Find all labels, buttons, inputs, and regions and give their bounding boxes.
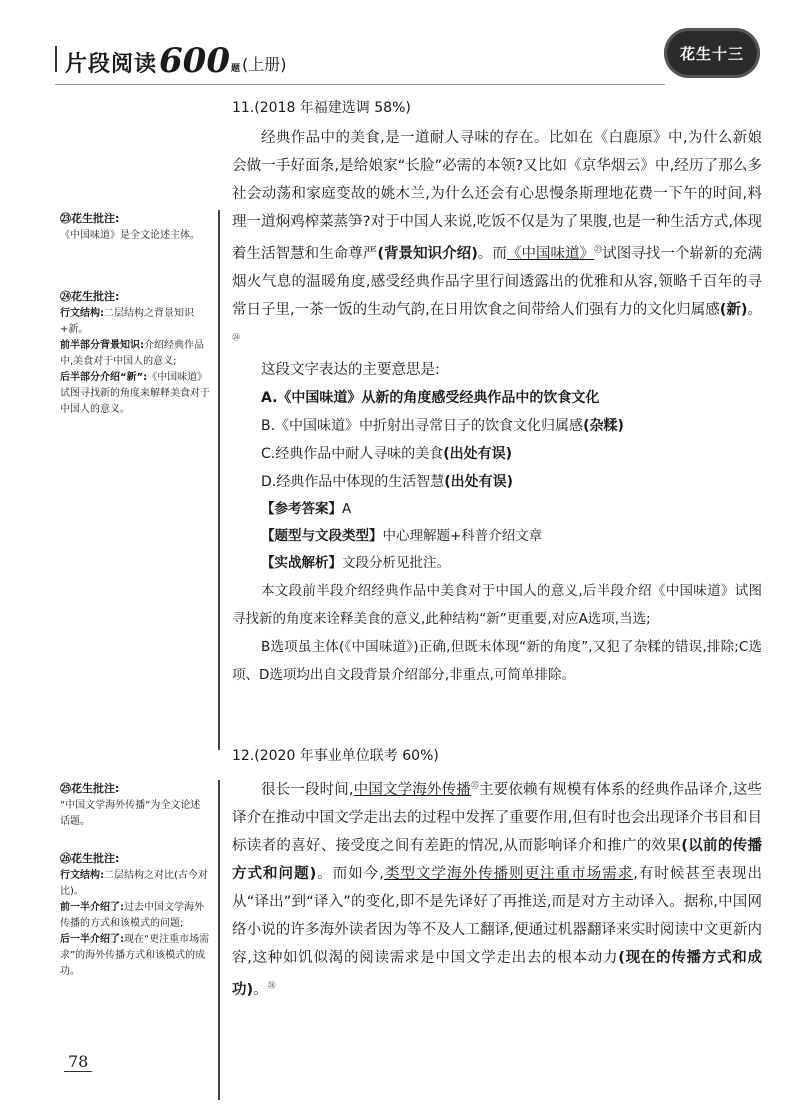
note-heading [60,780,210,798]
question-12 [232,746,762,1004]
margin-note-23 [60,210,210,244]
passage-text: 。 [253,981,268,998]
passage-text: 经典作品中的美食,是一道耐人寻味的存在。比如在《白鹿原》中,为什么新娘会做一手好面条,是给娘家“长脸”必需的本领?又比如《京华烟云》中,经历了那么多社会动荡和家庭变故的姚木兰,为什么还会有心思慢条斯理地花费一下午的时间,料理一道焖鸡榨菜蒸笋?对于中国人来说,吃饭不仅是为了果腹,也是一种生活方式,体现着生活智慧和生命尊严 [232,130,762,262]
option-text: C.经典作品中耐人寻味的美食 [261,445,444,462]
note-number: ㉖ [60,852,71,865]
passage-underline: 中国文学海外传播 [353,781,471,798]
question-11 [232,98,762,689]
passage-text: ,有时候甚至表现出从“译出”到“译入”的变化,即不是先译好了再推送,而是对方主动译入。据称,中国网络小说的许多海外读者因为等不及人工翻译,便通过机器翻译来实时阅读中文更新内容,这种如饥似渴的阅读需求是中国文学走出去的根本动力 [232,865,762,966]
note-text: 过去中国文学海外传播的方式和该模式的问题; [60,902,204,929]
passage-tag: (新) [719,301,748,318]
note-label: 行文结构: [60,870,104,881]
note-line [60,370,210,418]
option-b [232,412,762,440]
note-number: ㉓ [60,212,71,225]
note-label: 行文结构: [60,308,104,319]
option-tag: (出处有误) [444,473,514,490]
note-text: “中国文学海外传播”为全文论述话题。 [60,800,201,827]
running-header [55,38,287,81]
note-label: 前半部分背景知识: [60,340,144,351]
passage-text: 。 [747,301,763,318]
note-line [60,338,210,370]
margin-note-26 [60,850,210,980]
note-number: ㉔ [60,290,71,303]
analysis-paragraph: 本文段前半段介绍经典作品中美食对于中国人的意义,后半段介绍《中国味道》试图寻找新的角度来诠释美食的意义,此种结构“新”更重要,对应A选项,当选; [232,582,762,627]
passage-text: 很长一段时间, [261,781,354,798]
footnote-marker: ㉕ [470,781,480,790]
book-title: 片段阅读 [65,51,158,77]
option-tag: (出处有误) [443,445,513,462]
question-heading: 12.(2020 年事业单位联考 60%) [232,748,439,764]
note-text: 二层结构之对比(古今对比)。 [60,870,208,897]
note-label: 前一半介绍了: [60,902,124,913]
type-value: 中心理解题+科普介绍文章 [382,527,543,544]
passage-tag: (以前的传播方式和问题) [232,837,762,882]
answer-label: 【参考答案】 [261,500,342,517]
option-text: D.经典作品中体现的生活智慧 [261,473,445,490]
passage-tag: (现在的传播方式和成功) [232,949,762,998]
option-text: B.《中国味道》中折射出寻常日子的饮食文化归属感 [261,417,584,434]
note-heading [60,288,210,306]
note-heading [60,850,210,868]
analysis-value: 文段分析见批注。 [342,554,450,571]
note-number: ㉕ [60,782,71,795]
question-heading: 11.(2018 年福建选调 58%) [232,100,411,116]
note-line [60,868,210,900]
note-text: 《中国味道》是全文论述主体。 [60,230,200,241]
passage-underline: 《中国味道》 [506,245,595,262]
passage-text: 。而如今, [316,865,384,882]
brand-logo: 花生十三 [664,28,760,78]
margin-note-25 [60,780,210,830]
passage-tag: (背景知识介绍) [377,245,478,262]
note-line [60,306,210,338]
option-d [232,468,762,496]
answer-value: A [342,500,352,517]
book-ti: 题 [231,64,241,74]
margin-divider [218,210,220,750]
passage-text: 主要依赖有规模有体系的经典作品译介,这些译介在推动中国文学走出去的过程中发挥了重要作用,但有时也会出现译介书目和目标读者的喜好、接受度之间有差距的情况,从而影响译介和推广的效果 [232,781,763,854]
analysis-line [232,550,762,577]
question-stem: 这段文字表达的主要意思是: [261,361,440,378]
note-text: 介绍经典作品中,美食对于中国人的意义; [60,340,204,367]
note-label: 后半部分介绍“新”: [60,372,148,383]
answer-line [232,496,762,523]
passage-paragraph [232,124,762,356]
footnote-marker: ㉓ [594,245,603,254]
book-volume: (上册) [242,55,287,74]
header-divider [55,84,665,85]
type-line [232,523,762,550]
footnote-marker: ㉖ [267,980,276,990]
footnote-marker: ㉔ [232,332,240,342]
note-title: 花生批注: [71,852,120,865]
passage-paragraph [232,772,762,1004]
option-a [232,384,762,412]
header-bar [55,46,57,72]
passage-text: 。而 [477,245,507,262]
passage-underline: 类型文学海外传播则更注重市场需求 [383,865,634,882]
note-text: 二层结构之背景知识+新。 [60,308,194,335]
option-tag: (杂糅) [583,417,624,434]
margin-note-24 [60,288,210,418]
passage-text: 试图寻找一个崭新的充满烟火气息的温暖角度,感受经典作品字里行间透露出的优雅和从容,领略千百年的寻常日子里,一茶一饭的生动气韵,在日用饮食之间带给人们强有力的文化归属感 [232,245,763,318]
note-title: 花生批注: [71,782,120,795]
note-label: 后一半介绍了: [60,934,124,945]
note-text: 《中国味道》试图寻找新的角度来解释美食对于中国人的意义。 [60,372,210,415]
option-text: A.《中国味道》从新的角度感受经典作品中的饮食文化 [261,389,600,406]
note-heading [60,210,210,228]
note-title: 花生批注: [71,290,120,303]
option-c [232,440,762,468]
analysis-label: 【实战解析】 [261,554,342,571]
note-line [60,900,210,932]
note-line [60,932,210,980]
note-text: 现在“更注重市场需求”的海外传播方式和该模式的成功。 [60,934,210,977]
page-number: 78 [64,1052,92,1072]
margin-divider [218,780,220,1100]
book-number: 600 [159,41,230,81]
note-title: 花生批注: [71,212,120,225]
type-label: 【题型与文段类型】 [261,527,383,544]
analysis-paragraph: B选项虽主体(《中国味道》)正确,但既未体现“新的角度”,又犯了杂糅的错误,排除;C选项、D选项均出自文段背景介绍部分,非重点,可简单排除。 [232,638,762,683]
